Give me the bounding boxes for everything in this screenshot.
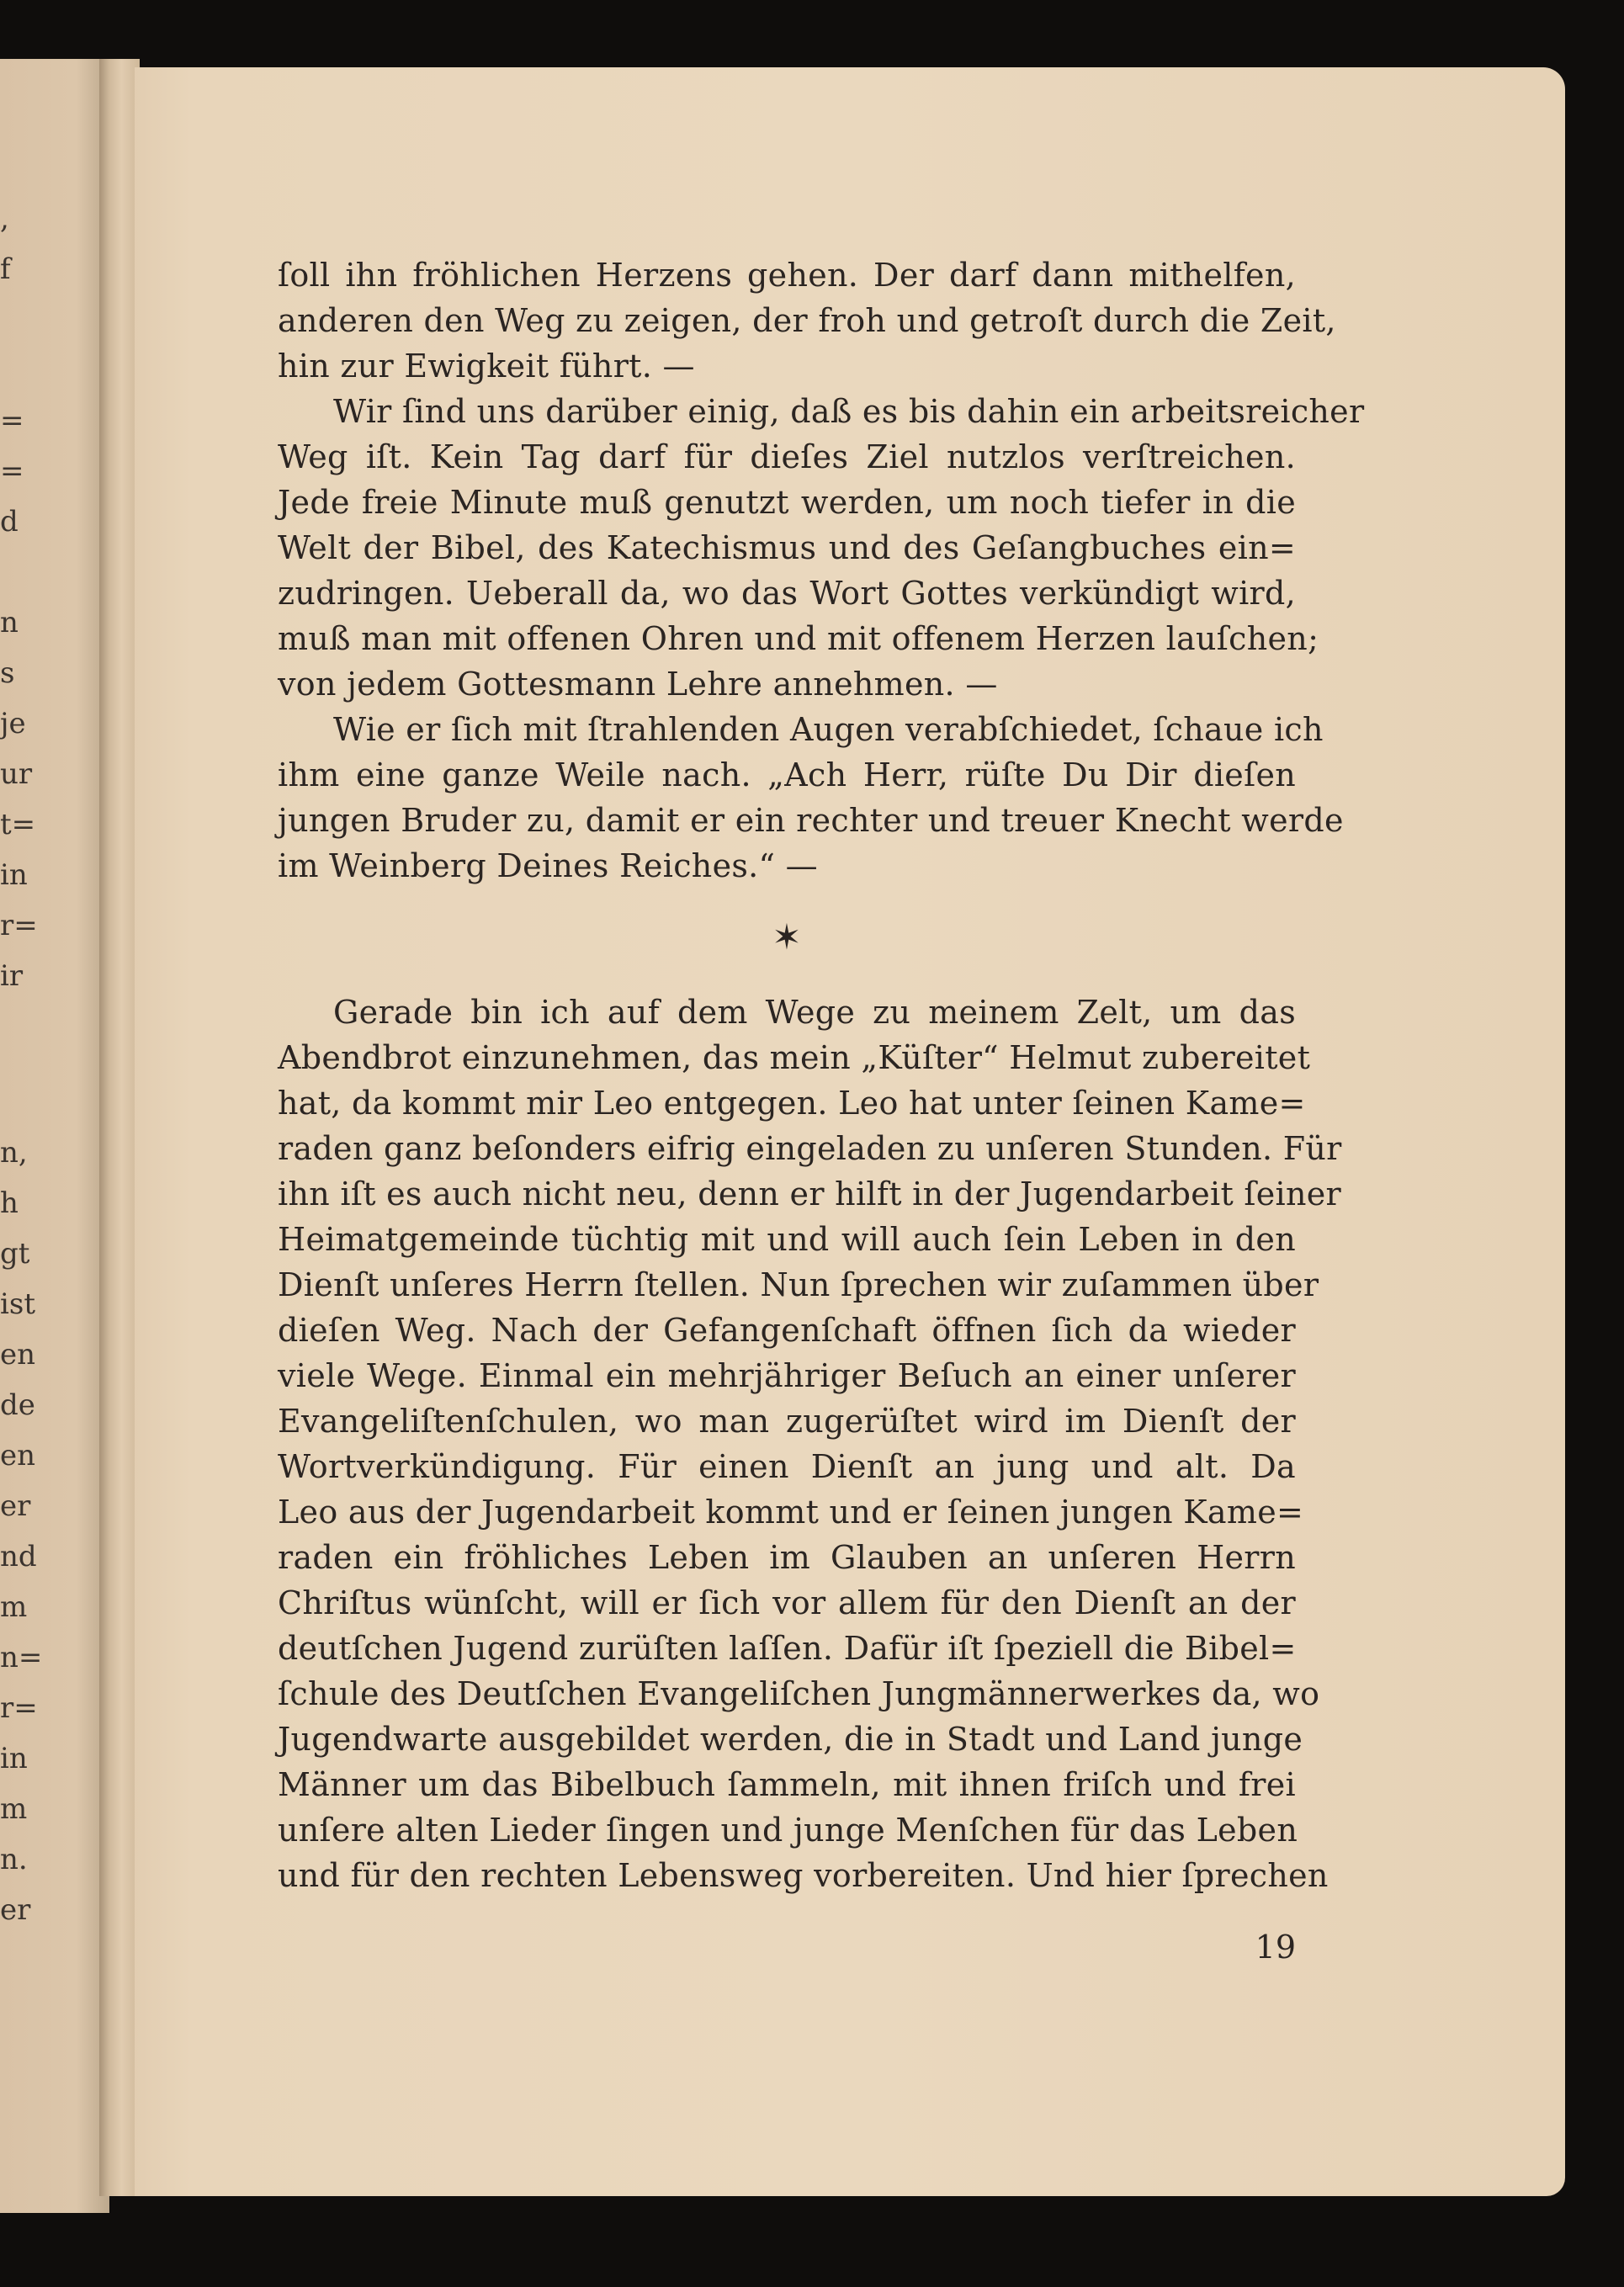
facing-page-fragment: n.: [0, 1843, 28, 1876]
facing-page-fragment: h: [0, 1186, 19, 1220]
text-line: Evangeliſtenſchulen, wo man zugerüſtet wird im Dienſt der: [278, 1403, 1296, 1440]
paragraph-4: [278, 990, 1342, 1898]
text-line: ſoll ihn fröhlichen Herzens gehen. Der darf dann mithelfen,: [278, 257, 1296, 294]
text-line: Wie er ſich mit ſtrahlenden Augen verabſchiedet, ſchaue ich: [333, 711, 1324, 748]
facing-page-fragment: ist: [0, 1287, 35, 1321]
facing-page-fragment: n=: [0, 1641, 43, 1674]
text-line: Abendbrot einzunehmen, das mein „Küſter“ Helmut zubereitet: [278, 1039, 1311, 1076]
text-line: dieſen Weg. Nach der Gefangenſchaft öffnen ſich da wieder: [278, 1312, 1296, 1349]
page-text: [278, 252, 1365, 1898]
facing-page-fragment: er: [0, 1893, 31, 1927]
text-line: Welt der Bibel, des Katechismus und des Geſangbuches ein=: [278, 529, 1296, 566]
text-line: deutſchen Jugend zurüſten laſſen. Dafür iſt ſpeziell die Bibel=: [278, 1630, 1297, 1667]
facing-page-fragment: n: [0, 606, 19, 639]
facing-page-fragment: f: [0, 252, 11, 286]
text-line: Gerade bin ich auf dem Wege zu meinem Zelt, um das: [333, 994, 1296, 1031]
facing-page-fragment: m: [0, 1792, 28, 1826]
text-line: ihm eine ganze Weile nach. „Ach Herr, rüſte Du Dir dieſen: [278, 756, 1296, 793]
text-line: Wir ſind uns darüber einig, daß es bis dahin ein arbeitsreicher: [333, 393, 1365, 430]
facing-page-fragment: r=: [0, 909, 38, 942]
text-line: unſere alten Lieder ſingen und junge Menſchen für das Leben: [278, 1812, 1298, 1849]
facing-page-fragment: ,: [0, 202, 9, 236]
facing-page-fragment: ur: [0, 757, 33, 791]
text-line: hin zur Ewigkeit führt. —: [278, 348, 695, 385]
facing-page-edge: [0, 59, 109, 2213]
facing-page-fragment: t=: [0, 808, 36, 841]
page-number: 19: [1255, 1929, 1296, 1966]
text-line: Weg iſt. Kein Tag darf für dieſes Ziel nutzlos verſtreichen.: [278, 438, 1296, 475]
facing-page-fragment: in: [0, 858, 28, 892]
text-line: Dienſt unſeres Herrn ſtellen. Nun ſprechen wir zuſammen über: [278, 1266, 1319, 1303]
text-line: Leo aus der Jugendarbeit kommt und er ſeinen jungen Kame=: [278, 1494, 1304, 1531]
text-line: ihn iſt es auch nicht neu, denn er hilft in der Jugendarbeit ſeiner: [278, 1175, 1342, 1212]
paragraph-3: [278, 707, 1344, 889]
text-line: Heimatgemeinde tüchtig mit und will auch ſein Leben in den: [278, 1221, 1296, 1258]
text-line: von jedem Gottesmann Lehre annehmen. —: [278, 666, 998, 703]
text-line: im Weinberg Deines Reiches.“ —: [278, 847, 818, 884]
facing-page-fragment: en: [0, 1439, 36, 1472]
text-line: hat, da kommt mir Leo entgegen. Leo hat unter ſeinen Kame=: [278, 1085, 1306, 1122]
paragraph-2: [278, 389, 1365, 707]
text-line: zudringen. Ueberall da, wo das Wort Gottes verkündigt wird,: [278, 575, 1296, 612]
text-line: viele Wege. Einmal ein mehrjähriger Beſuch an einer unſerer: [278, 1357, 1296, 1394]
facing-page-fragment: n,: [0, 1136, 28, 1170]
section-break-star: ✶: [772, 916, 802, 958]
text-line: Jugendwarte ausgebildet werden, die in Stadt und Land junge: [278, 1721, 1303, 1758]
facing-page-fragment: m: [0, 1590, 28, 1624]
text-line: Jede freie Minute muß genutzt werden, um noch tiefer in die: [278, 484, 1296, 521]
facing-page-fragment: d: [0, 505, 19, 539]
text-line: Wortverkündigung. Für einen Dienſt an jung und alt. Da: [278, 1448, 1296, 1485]
text-line: anderen den Weg zu zeigen, der froh und getroſt durch die Zeit,: [278, 302, 1336, 339]
facing-page-fragment: r=: [0, 1691, 38, 1725]
facing-page-fragment: en: [0, 1338, 36, 1372]
text-line: raden ein fröhliches Leben im Glauben an unſeren Herrn: [278, 1539, 1296, 1576]
text-line: Chriſtus wünſcht, will er ſich vor allem für den Dienſt an der: [278, 1584, 1296, 1621]
facing-page-fragment: nd: [0, 1540, 37, 1573]
book-gutter: [99, 59, 140, 2196]
facing-page-fragment: de: [0, 1388, 35, 1422]
text-line: jungen Bruder zu, damit er ein rechter und treuer Knecht werde: [278, 802, 1344, 839]
facing-page-fragment: gt: [0, 1237, 30, 1271]
facing-page-fragment: je: [0, 707, 26, 740]
paragraph-1: [278, 252, 1336, 389]
facing-page-fragment: =: [0, 454, 24, 488]
text-line: Männer um das Bibelbuch ſammeln, mit ihnen friſch und frei: [278, 1766, 1296, 1803]
facing-page-fragment: er: [0, 1489, 31, 1523]
text-line: muß man mit offenen Ohren und mit offenem Herzen lauſchen;: [278, 620, 1319, 657]
facing-page-fragment: s: [0, 656, 15, 690]
text-line: ſchule des Deutſchen Evangeliſchen Jungmännerwerkes da, wo: [278, 1675, 1320, 1712]
facing-page-fragment: ir: [0, 959, 24, 993]
facing-page-fragment: in: [0, 1742, 28, 1775]
text-line: und für den rechten Lebensweg vorbereiten. Und hier ſprechen: [278, 1857, 1329, 1894]
facing-page-fragment: =: [0, 404, 24, 438]
text-line: raden ganz beſonders eifrig eingeladen zu unſeren Stunden. Für: [278, 1130, 1342, 1167]
